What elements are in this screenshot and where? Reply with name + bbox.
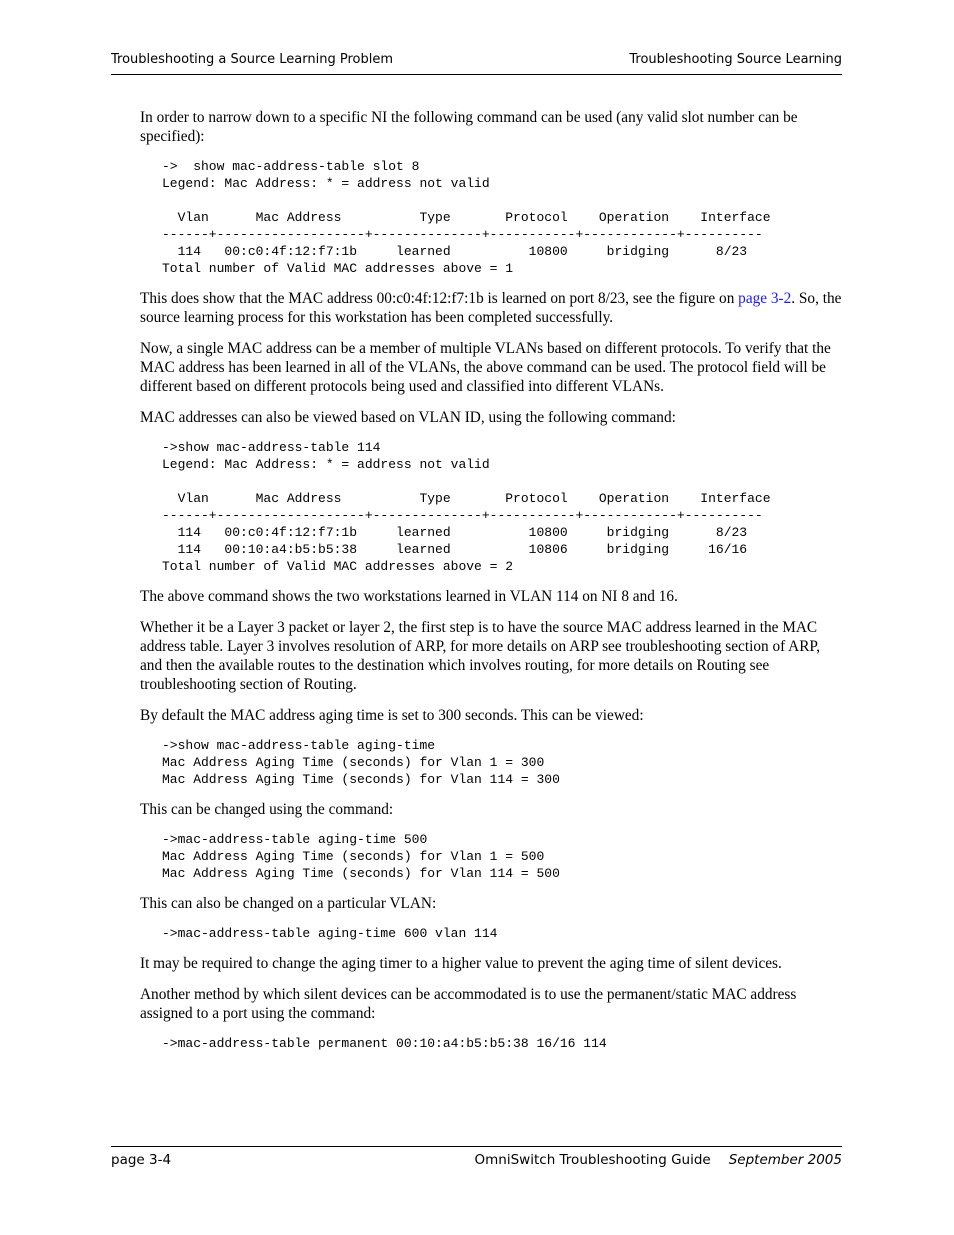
footer-date: September 2005 bbox=[728, 1152, 842, 1168]
page-reference-link[interactable]: page 3-2 bbox=[738, 290, 792, 307]
code-line: Legend: Mac Address: * = address not valid bbox=[162, 176, 490, 191]
paragraph-10: It may be required to change the aging timer to a higher value to prevent the aging time of silent devices. bbox=[140, 955, 782, 972]
code-block-2 bbox=[162, 439, 842, 575]
paragraph-5: The above command shows the two workstations learned in VLAN 114 on NI 8 and 16. bbox=[140, 588, 678, 605]
paragraph-1: In order to narrow down to a specific NI the following command can be used (any valid slot number can be specified): bbox=[140, 109, 798, 145]
code-line: ->show mac-address-table 114 bbox=[162, 440, 381, 455]
code-line: Vlan Mac Address Type Protocol Operation Interface bbox=[162, 210, 771, 225]
code-line: Mac Address Aging Time (seconds) for Vlan 1 = 500 bbox=[162, 849, 545, 864]
paragraph-6: Whether it be a Layer 3 packet or layer 2, the first step is to have the source MAC address learned in the MAC address table. Layer 3 involves resolution of ARP, for more details on ARP see troubleshooting section of ARP, and then the available routes to the destination which involves routing, for more details on Routing see troubleshooting section of Routing. bbox=[140, 619, 821, 693]
page-content bbox=[140, 108, 842, 1064]
paragraph-8: This can be changed using the command: bbox=[140, 801, 394, 818]
code-block-3 bbox=[162, 737, 842, 788]
footer-guide-title: OmniSwitch Troubleshooting Guide bbox=[474, 1152, 711, 1168]
paragraph-2-text-a: This does show that the MAC address 00:c0:4f:12:f7:1b is learned on port 8/23, see the figure on bbox=[140, 290, 739, 307]
paragraph-4: MAC addresses can also be viewed based on VLAN ID, using the following command: bbox=[140, 409, 676, 426]
code-line: Total number of Valid MAC addresses above = 2 bbox=[162, 559, 514, 574]
code-block-5 bbox=[162, 925, 842, 942]
code-block-4 bbox=[162, 831, 842, 882]
code-line: Mac Address Aging Time (seconds) for Vlan 114 = 500 bbox=[162, 866, 560, 881]
paragraph-11: Another method by which silent devices can be accommodated is to use the permanent/static MAC address assigned to a port using the command: bbox=[140, 986, 797, 1022]
code-line: Mac Address Aging Time (seconds) for Vlan 1 = 300 bbox=[162, 755, 545, 770]
code-line: Legend: Mac Address: * = address not valid bbox=[162, 457, 490, 472]
paragraph-9: This can also be changed on a particular VLAN: bbox=[140, 895, 437, 912]
code-line: ------+-------------------+--------------+-----------+------------+---------- bbox=[162, 508, 763, 523]
footer-page-number: page 3-4 bbox=[111, 1152, 172, 1168]
code-line: Mac Address Aging Time (seconds) for Vlan 114 = 300 bbox=[162, 772, 560, 787]
code-line: 114 00:10:a4:b5:b5:38 learned 10806 bridging 16/16 bbox=[162, 542, 748, 557]
code-line: ->mac-address-table aging-time 600 vlan 114 bbox=[162, 926, 498, 941]
code-line: Vlan Mac Address Type Protocol Operation Interface bbox=[162, 491, 771, 506]
header-chapter-title: Troubleshooting a Source Learning Problem bbox=[111, 52, 393, 67]
code-block-6 bbox=[162, 1035, 842, 1052]
page-header bbox=[111, 50, 842, 75]
code-line: ->show mac-address-table aging-time bbox=[162, 738, 436, 753]
code-line: Total number of Valid MAC addresses above = 1 bbox=[162, 261, 514, 276]
header-section-title: Troubleshooting Source Learning bbox=[629, 52, 842, 67]
paragraph-3: Now, a single MAC address can be a member of multiple VLANs based on different protocols. To verify that the MAC address has been learned in all of the VLANs, the above command can be used. The protocol field will be different based on different protocols being used and classified into different VLANs. bbox=[140, 340, 831, 395]
code-line: -> show mac-address-table slot 8 bbox=[162, 159, 420, 174]
code-line: ->mac-address-table aging-time 500 bbox=[162, 832, 428, 847]
paragraph-2 bbox=[140, 289, 842, 327]
page-footer bbox=[111, 1146, 842, 1175]
footer-doc-info bbox=[475, 1152, 842, 1168]
code-block-1 bbox=[162, 158, 842, 277]
code-line: ->mac-address-table permanent 00:10:a4:b5:b5:38 16/16 114 bbox=[162, 1036, 607, 1051]
code-line: ------+-------------------+--------------+-----------+------------+---------- bbox=[162, 227, 763, 242]
code-line: 114 00:c0:4f:12:f7:1b learned 10800 bridging 8/23 bbox=[162, 244, 748, 259]
paragraph-7: By default the MAC address aging time is set to 300 seconds. This can be viewed: bbox=[140, 707, 644, 724]
paragraph-2-text-b: . So, the source learning process for this workstation has been completed successfully. bbox=[140, 290, 842, 326]
code-line: 114 00:c0:4f:12:f7:1b learned 10800 bridging 8/23 bbox=[162, 525, 748, 540]
